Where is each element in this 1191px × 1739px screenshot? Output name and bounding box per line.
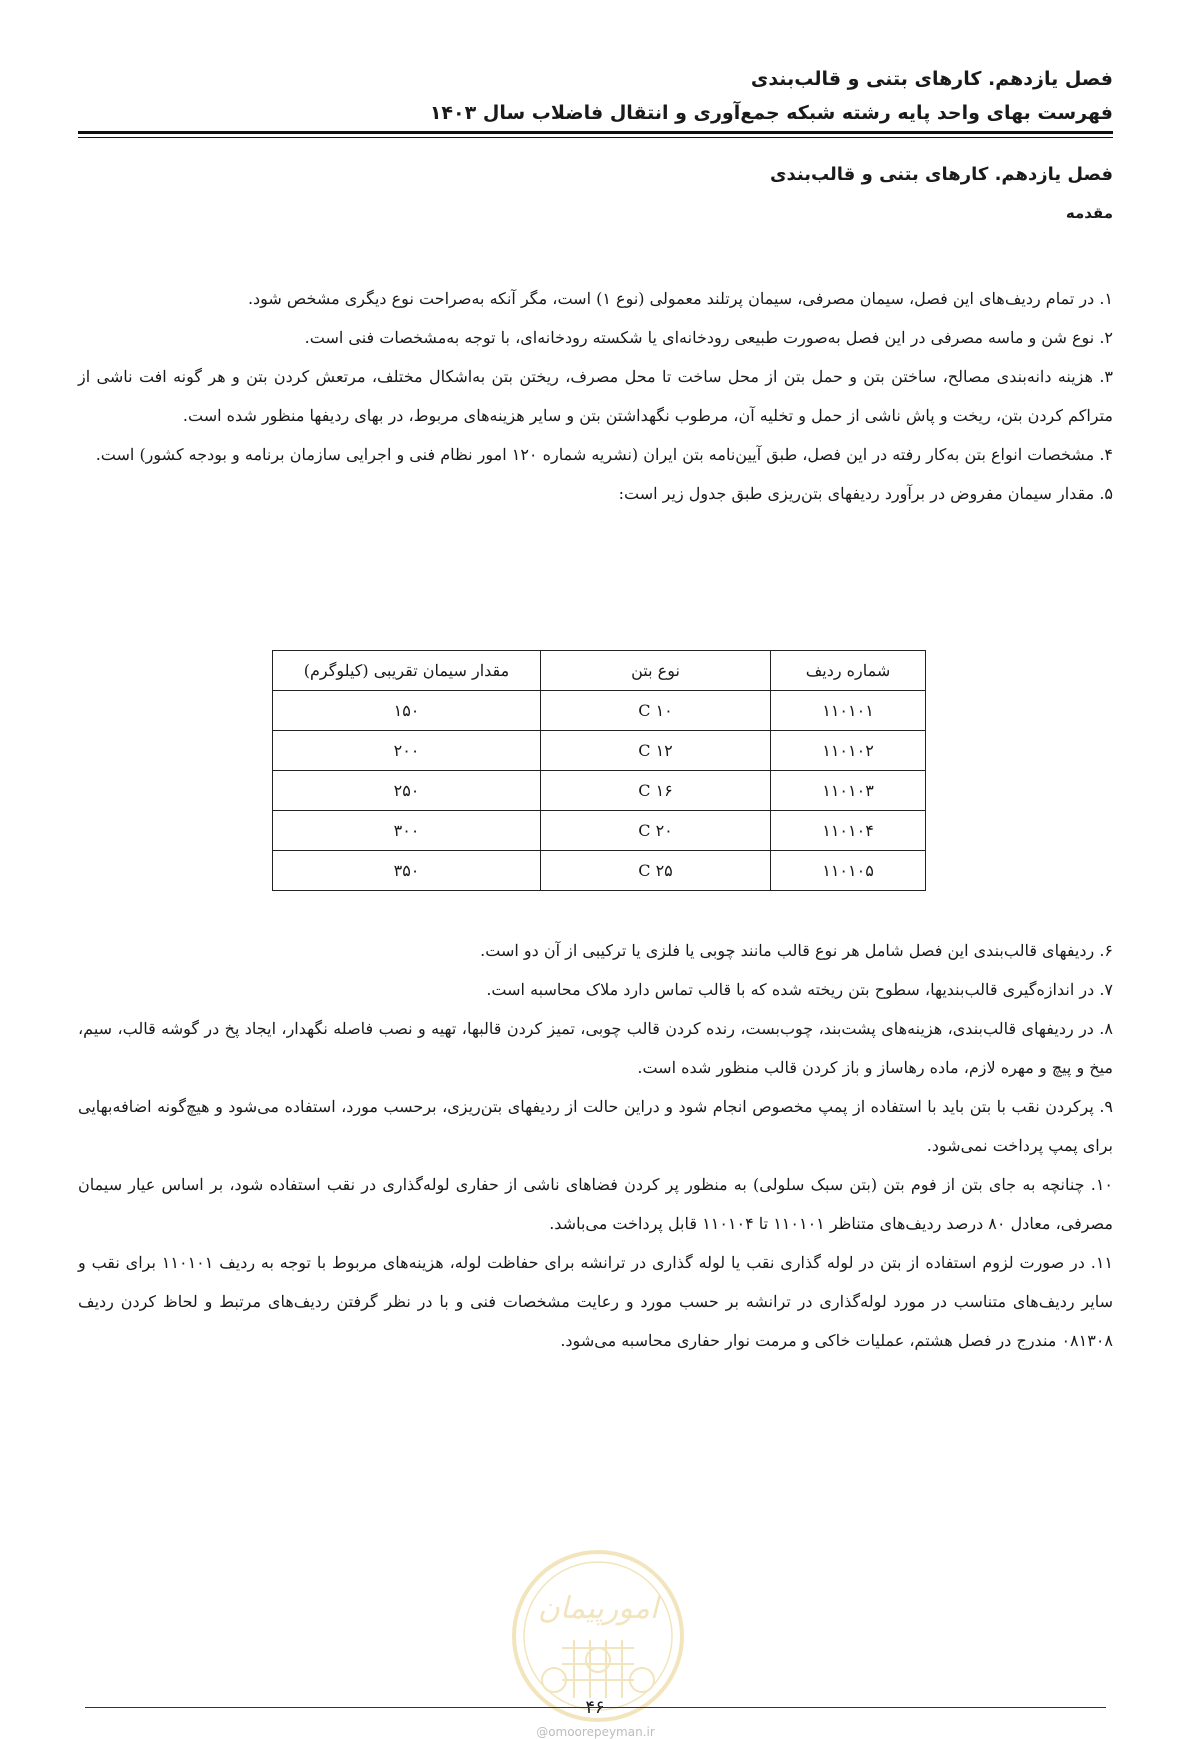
paragraph-8: ۸. در ردیفهای قالب‌بندی، هزینه‌های پشت‌بند، چوب‌بست، رنده کردن قالب چوبی، تمیز کردن قالبها، تهیه و نصب فاصله نگهدار، ایجاد پخ در گوشه قالب، سیم، میخ و پیچ و مهره لازم، ماده رهاساز و باز کردن قالب منظور شده است.: [78, 1019, 1113, 1077]
cell-concrete-type: C ۱۶: [541, 771, 771, 811]
paragraph-3: ۳. هزینه دانه‌بندی مصالح، ساختن بتن و حمل بتن از محل ساخت تا محل مصرف، ریختن بتن به‌اشکال مختلف، مرتعش کردن بتن و هر گونه افت ناشی از متراکم کردن بتن، ریخت و پاش ناشی از حمل و تخلیه آن، مرطوب نگهداشتن بتن و سایر هزینه‌های مربوط، در بهای ردیفها منظور شده است.: [78, 367, 1113, 425]
table-row: [273, 811, 926, 851]
page-header: [78, 62, 1113, 130]
paragraph-5: ۵. مقدار سیمان مفروض در برآورد ردیفهای بتن‌ریزی طبق جدول زیر است:: [618, 484, 1113, 503]
section-subtitle: مقدمه: [1065, 204, 1113, 222]
paragraph-6: ۶. ردیفهای قالب‌بندی این فصل شامل هر نوع قالب مانند چوبی یا فلزی یا ترکیبی از آن دو است.: [480, 941, 1113, 960]
table-row: [273, 731, 926, 771]
header-row-number: شماره ردیف: [771, 651, 926, 691]
page-number: ۴۶: [585, 1697, 605, 1718]
paragraph-11: ۱۱. در صورت لزوم استفاده از بتن در لوله گذاری نقب یا لوله گذاری در ترانشه برای حفاظت لوله، هزینه‌های مربوط با توجه به ردیف ۱۱۰۱۰۱ برای نقب و سایر ردیف‌های متناسب در مورد لوله‌گذاری در ترانشه بر حسب مورد و رعایت مشخصات فنی و با در نظر گرفتن ردیف‌های مرتبط و لحاظ کردن ردیف ۰۸۱۳۰۸ مندرج در فصل هشتم، عملیات خاکی و مرمت نوار حفاری محاسبه می‌شود.: [78, 1253, 1113, 1350]
cell-concrete-type: C ۲۰: [541, 811, 771, 851]
cell-row-number: ۱۱۰۱۰۲: [771, 731, 926, 771]
table-header-row: [273, 651, 926, 691]
cement-table: [272, 650, 926, 891]
paragraph-2: ۲. نوع شن و ماسه مصرفی در این فصل به‌صورت طبیعی رودخانه‌ای یا شکسته رودخانه‌ای، با توجه به‌مشخصات فنی است.: [304, 328, 1113, 347]
cell-cement-amount: ۳۵۰: [273, 851, 541, 891]
paragraph-9: ۹. پرکردن نقب با بتن باید با استفاده از پمپ مخصوص انجام شود و دراین حالت از ردیفهای بتن‌ریزی، برحسب مورد، استفاده می‌شود و هیچ‌گونه اضافه‌بهایی برای پمپ پرداخت نمی‌شود.: [78, 1097, 1113, 1155]
table-row: [273, 691, 926, 731]
footer-rule: [85, 1707, 1106, 1708]
paragraph-10: ۱۰. چنانچه به جای بتن از فوم بتن (بتن سبک سلولی) به منظور پر کردن فضاهای ناشی از حفاری لوله‌گذاری در نقب استفاده شود، بر اساس عیار سیمان مصرفی، معادل ۸۰ درصد ردیف‌های متناظر ۱۱۰۱۰۱ تا ۱۱۰۱۰۴ قابل پرداخت می‌باشد.: [78, 1175, 1113, 1233]
header-rule-thick: [78, 131, 1113, 134]
cell-row-number: ۱۱۰۱۰۳: [771, 771, 926, 811]
formwork-paragraphs: [78, 931, 1113, 1360]
svg-text:امورپیمان: امورپیمان: [537, 1591, 659, 1626]
section-title: فصل یازدهم. کارهای بتنی و قالب‌بندی: [769, 164, 1113, 185]
header-rule-thin: [78, 137, 1113, 138]
header-concrete-type: نوع بتن: [541, 651, 771, 691]
table-row: [273, 851, 926, 891]
header-cement-amount: مقدار سیمان تقریبی (کیلوگرم): [273, 651, 541, 691]
paragraph-4: ۴. مشخصات انواع بتن به‌کار رفته در این فصل، طبق آیین‌نامه بتن ایران (نشریه شماره ۱۲۰ امور نظام فنی و اجرایی سازمان برنامه و بودجه کشور) است.: [95, 445, 1113, 464]
cell-row-number: ۱۱۰۱۰۱: [771, 691, 926, 731]
cell-cement-amount: ۳۰۰: [273, 811, 541, 851]
paragraph-1: ۱. در تمام ردیف‌های این فصل، سیمان مصرفی، سیمان پرتلند معمولی (نوع ۱) است، مگر آنکه به‌صراحت نوع دیگری مشخص شود.: [247, 289, 1113, 308]
cell-row-number: ۱۱۰۱۰۵: [771, 851, 926, 891]
cell-cement-amount: ۲۵۰: [273, 771, 541, 811]
intro-paragraphs: [78, 279, 1113, 513]
cell-cement-amount: ۱۵۰: [273, 691, 541, 731]
footer-site-label: @omoorepeyman.ir: [536, 1725, 655, 1739]
cell-concrete-type: C ۲۵: [541, 851, 771, 891]
header-document-title: فهرست بهای واحد پایه رشته شبکه جمع‌آوری و انتقال فاضلاب سال ۱۴۰۳: [429, 102, 1113, 124]
header-chapter-title: فصل یازدهم. کارهای بتنی و قالب‌بندی: [750, 68, 1113, 90]
paragraph-7: ۷. در اندازه‌گیری قالب‌بندیها، سطوح بتن ریخته شده که با قالب تماس دارد ملاک محاسبه است.: [486, 980, 1113, 999]
cell-cement-amount: ۲۰۰: [273, 731, 541, 771]
cell-concrete-type: C ۱۰: [541, 691, 771, 731]
table-row: [273, 771, 926, 811]
cell-concrete-type: C ۱۲: [541, 731, 771, 771]
cell-row-number: ۱۱۰۱۰۴: [771, 811, 926, 851]
